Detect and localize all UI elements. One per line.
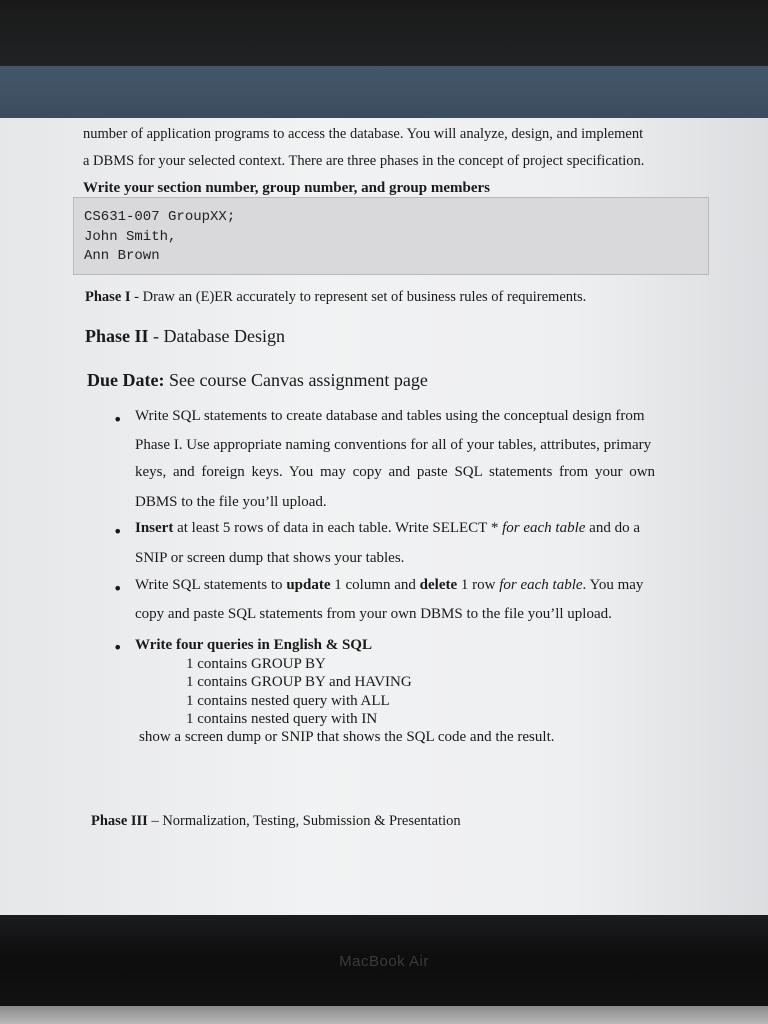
bullet-3-line-1 [135,577,643,594]
instruction-heading: Write your section number, group number, and group members [83,180,490,196]
phase-2-text: - Database Design [148,326,285,346]
bullet-2-text-b: and do a [585,520,640,536]
phase-1-label: Phase I [85,289,131,305]
query-item: 1 contains nested query with ALL [186,693,390,709]
bullet-4-footer: show a screen dump or SNIP that shows the SQL code and the result. [139,729,555,745]
code-line-member-1: John Smith, [84,229,177,245]
due-date-label: Due Date: [87,370,165,390]
bullet-1-line-3: keys, and foreign keys. You may copy and paste SQL statements from your own [135,464,656,480]
due-date-line [87,370,428,391]
phase-2-label: Phase II [85,326,149,346]
intro-line-2: a DBMS for your selected context. There are three phases in the concept of project specification. [83,153,645,169]
due-date-text: See course Canvas assignment page [164,370,428,390]
phase-3-line [91,813,461,830]
bullet-3-text-b: 1 column and [330,577,420,593]
code-line-member-2: Ann Brown [84,248,160,264]
bullet-icon: • [113,579,123,598]
bullet-2-line-1 [135,520,640,537]
document-page [0,118,768,915]
bullet-4-heading: Write four queries in English & SQL [135,637,372,653]
phase-1-text: - Draw an (E)ER accurately to represent set of business rules of requirements. [130,289,587,305]
bullet-3-italic: for each table [499,577,583,593]
group-info-textbox[interactable] [73,197,709,275]
bullet-2-text-a: at least 5 rows of data in each table. Write SELECT * [173,520,503,536]
bullet-3-bold-delete: delete [419,577,458,593]
bullet-icon: • [113,522,123,541]
bullet-3-text-c: 1 row [457,577,500,593]
query-item: 1 contains GROUP BY [186,656,326,672]
bullet-3-text-a: Write SQL statements to [135,577,287,593]
phase-2-heading [85,326,285,347]
bullet-1-line-2: Phase I. Use appropriate naming conventions for all of your tables, attributes, primary [135,437,652,453]
bullet-3-text-d: . You may [582,577,644,593]
macbook-brand-label: MacBook Air [339,953,429,970]
phase-3-label: Phase III [91,813,148,829]
bullet-icon: • [113,410,123,429]
bullet-2-bold-insert: Insert [135,520,174,536]
query-item: 1 contains GROUP BY and HAVING [186,674,412,690]
bullet-1-line-4: DBMS to the file you’ll upload. [135,494,327,510]
bullet-2-italic: for each table [502,520,586,536]
browser-toolbar [0,66,768,118]
phase-1-line [85,289,586,306]
bullet-1-line-1: Write SQL statements to create database and tables using the conceptual design from [135,408,645,424]
bullet-2-line-2: SNIP or screen dump that shows your tables. [135,550,405,566]
phase-3-text: – Normalization, Testing, Submission & Presentation [147,813,461,829]
code-line-section: CS631-007 GroupXX; [84,209,236,225]
query-item: 1 contains nested query with IN [186,711,378,727]
bullet-3-line-2: copy and paste SQL statements from your own DBMS to the file you’ll upload. [135,606,612,622]
bullet-icon: • [113,638,123,657]
screen-bezel-top [0,0,768,68]
laptop-base [0,1006,768,1024]
intro-line-1: number of application programs to access the database. You will analyze, design, and implement [83,126,644,142]
bullet-3-bold-update: update [286,577,331,593]
